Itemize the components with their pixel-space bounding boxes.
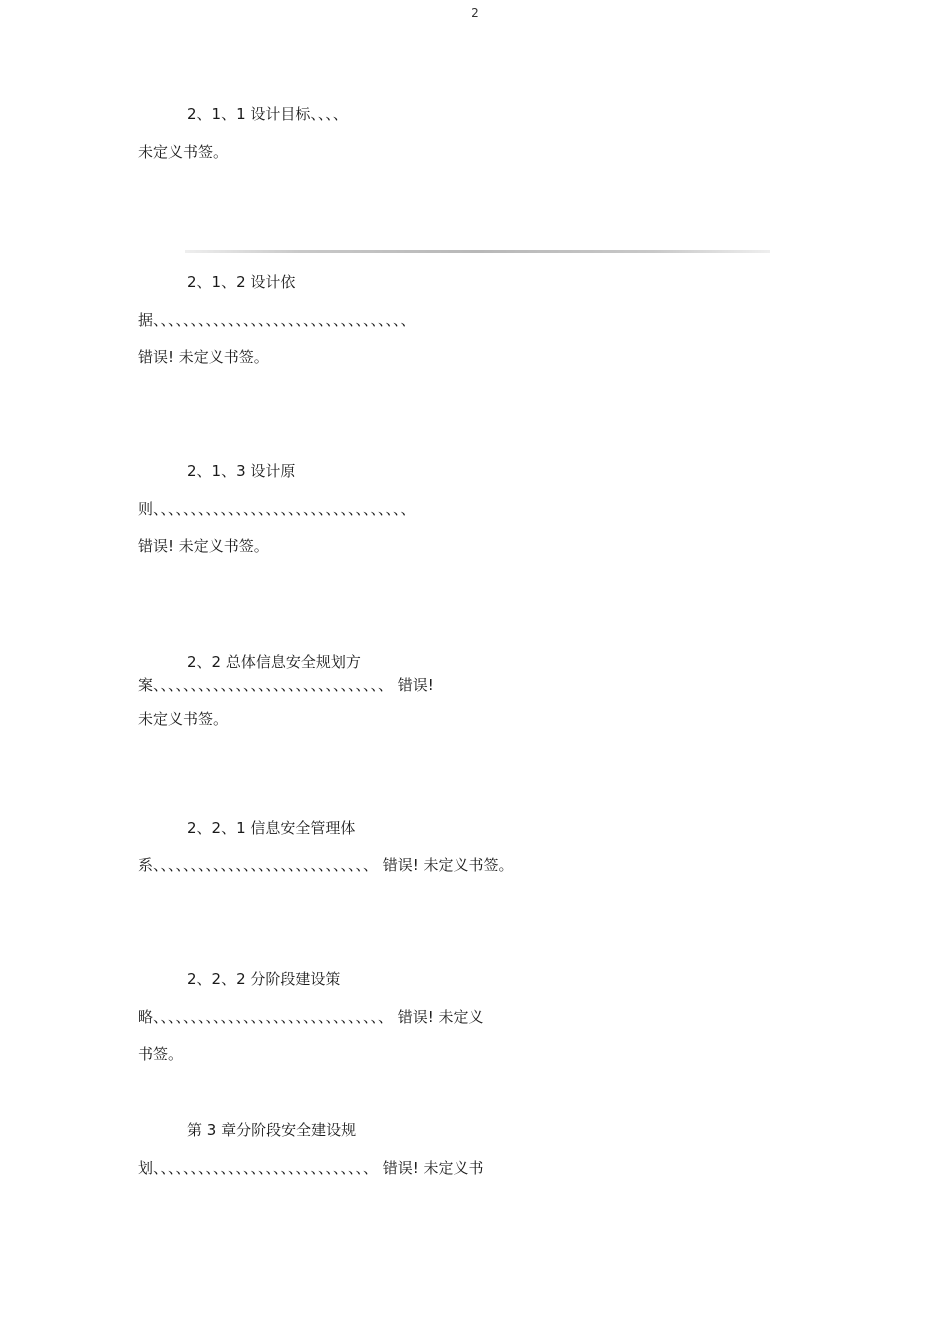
toc-line: 错误! 未定义书签。 [138,537,269,555]
toc-line: 书签。 [138,1045,184,1063]
toc-line: 系、、、、、、、、、、、、、、、、、、、、、、、、、、、、、 错误! 未定义书签。 [138,856,514,874]
toc-heading: 2、1、1 设计目标、、、、 [187,105,348,123]
divider [185,250,770,253]
toc-line: 划、、、、、、、、、、、、、、、、、、、、、、、、、、、、、 错误! 未定义书 [138,1159,484,1177]
toc-heading: 2、2、1 信息安全管理体 [187,819,356,837]
toc-line: 案、、、、、、、、、、、、、、、、、、、、、、、、、、、、、、、 错误! [138,676,434,694]
toc-line: 略、、、、、、、、、、、、、、、、、、、、、、、、、、、、、、、 错误! 未定义 [138,1008,484,1026]
toc-line: 则、、、、、、、、、、、、、、、、、、、、、、、、、、、、、、、、、、 [138,500,416,518]
toc-line: 据、、、、、、、、、、、、、、、、、、、、、、、、、、、、、、、、、、 [138,311,416,329]
toc-heading: 2、2 总体信息安全规划方 [187,653,361,671]
toc-heading: 2、1、2 设计依 [187,273,296,291]
toc-line: 未定义书签。 [138,143,229,161]
page-number: 2 [471,6,479,20]
toc-line: 错误! 未定义书签。 [138,348,269,366]
toc-line: 未定义书签。 [138,710,229,728]
toc-heading: 2、1、3 设计原 [187,462,296,480]
toc-heading: 第 3 章分阶段安全建设规 [187,1121,357,1139]
toc-heading: 2、2、2 分阶段建设策 [187,970,341,988]
